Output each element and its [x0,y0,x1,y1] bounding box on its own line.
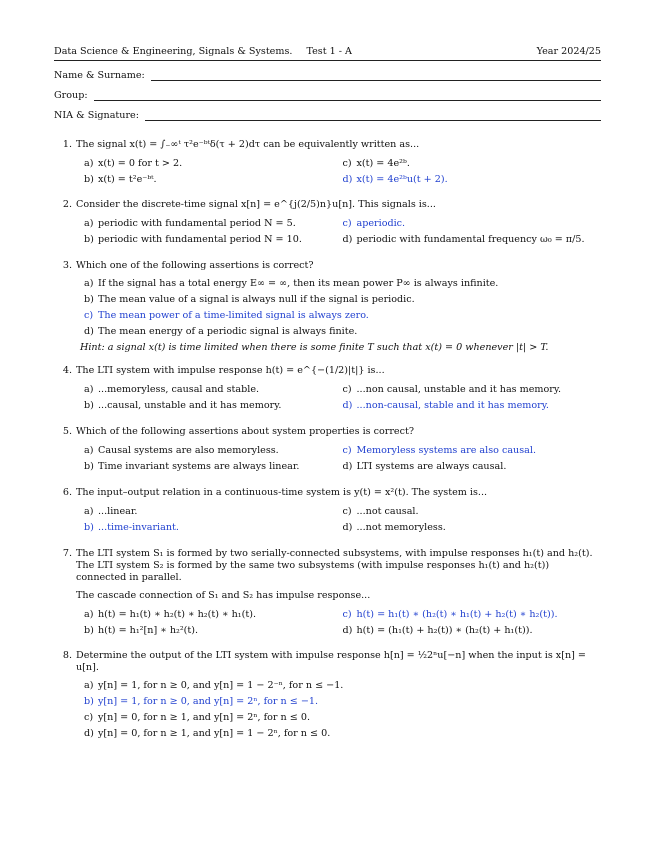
answer-option-b[interactable] [84,625,343,637]
answer-options [76,445,601,473]
option-text: periodic with fundamental period N = 5. [98,218,296,229]
question-body [76,139,601,186]
question-stem: The signal x(t) = ∫₋∞ᵗ τ²e⁻ᵇᵗδ(τ + 2)dτ can be equivalently written as... [76,139,420,150]
option-letter: c) [84,712,94,723]
answer-option-a[interactable] [84,158,343,170]
question-4 [54,365,601,412]
group-field-line[interactable] [94,91,601,101]
option-letter: a) [84,445,94,456]
option-letter: b) [84,461,94,472]
option-text: aperiodic. [356,218,406,229]
question-5 [54,426,601,473]
answer-option-a[interactable] [84,384,343,396]
answer-options [76,158,601,186]
option-letter: d) [84,728,94,739]
question-stem: Consider the discrete-time signal x[n] = e^{j(2/5)n}u[n]. This signals is... [76,199,436,210]
answer-option-d[interactable] [343,174,602,186]
question-stem: The LTI system with impulse response h(t) = e^{−(1/2)|t|} is... [76,365,385,376]
option-letter: a) [84,384,94,395]
answer-option-d[interactable] [343,234,602,246]
answer-options [76,680,601,740]
answer-option-b[interactable] [84,294,601,306]
option-letter: c) [342,445,352,456]
option-letter: d) [342,174,353,185]
option-letter: a) [84,680,94,691]
option-text: h(t) = h₁(t) ∗ h₂(t) ∗ h₂(t) ∗ h₁(t). [98,609,257,620]
option-text: x(t) = 0 for t > 2. [98,158,183,169]
group-field[interactable] [54,90,601,101]
page-header [54,46,601,58]
question-8 [54,650,601,744]
option-letter: c) [84,310,94,321]
year-label: Year 2024/25 [536,46,601,57]
question-6 [54,487,601,534]
question-body [76,548,601,637]
answer-option-a[interactable] [84,278,601,290]
option-text: Causal systems are also memoryless. [98,445,279,456]
option-text: The mean power of a time-limited signal is always zero. [98,310,369,321]
option-text: ...causal, unstable and it has memory. [98,400,282,411]
option-letter: d) [342,461,353,472]
question-body [76,365,601,412]
course-title: Data Science & Engineering, Signals & Systems. [54,46,293,57]
option-text: h(t) = (h₁(t) + h₂(t)) ∗ (h₂(t) + h₁(t)). [356,625,533,636]
option-letter: b) [84,400,94,411]
question-number: 2. [62,199,72,210]
name-field-line[interactable] [151,71,601,81]
answer-options [76,506,601,534]
answer-option-c[interactable] [84,310,601,322]
answer-option-c[interactable] [343,506,602,518]
answer-option-d[interactable] [343,400,602,412]
option-text: x(t) = 4e²ᵇu(t + 2). [356,174,448,185]
question-stem: Which of the following assertions about system properties is correct? [76,426,414,437]
name-field[interactable] [54,70,601,81]
question-body [76,199,601,246]
question-number: 3. [62,260,72,271]
option-text: x(t) = 4e²ᵇ. [356,158,410,169]
student-fields [54,70,601,121]
header-left [54,46,352,58]
option-text: ...memoryless, causal and stable. [98,384,260,395]
question-stem: The input–output relation in a continuous-time system is y(t) = x²(t). The system is... [76,487,488,498]
option-letter: b) [84,522,94,533]
answer-options [76,278,601,338]
option-letter: c) [342,158,352,169]
option-letter: a) [84,278,94,289]
option-text: The mean value of a signal is always null if the signal is periodic. [98,294,415,305]
question-1 [54,139,601,186]
option-letter: b) [84,234,94,245]
answer-options [76,609,601,637]
option-text: The mean energy of a periodic signal is always finite. [98,326,358,337]
option-text: y[n] = 1, for n ≥ 0, and y[n] = 1 − 2⁻ⁿ, for n ≤ −1. [98,680,344,691]
name-field-label: Name & Surname: [54,70,145,81]
option-letter: b) [84,696,94,707]
option-text: periodic with fundamental period N = 10. [98,234,302,245]
option-letter: b) [84,294,94,305]
option-letter: c) [342,218,352,229]
answer-option-c[interactable] [343,609,602,621]
answer-option-a[interactable] [84,218,343,230]
answer-option-d[interactable] [84,728,601,740]
option-letter: a) [84,158,94,169]
question-hint: Hint: a signal x(t) is time limited when there is some finite T such that x(t) = 0 whenever |t| > T. [80,342,549,353]
question-number: 5. [62,426,72,437]
option-text: h(t) = h₁²[n] ∗ h₂²(t). [98,625,199,636]
answer-options [76,218,601,246]
answer-option-b[interactable] [84,461,343,473]
option-text: ...non-causal, stable and it has memory. [356,400,549,411]
answer-option-c[interactable] [343,158,602,170]
option-letter: d) [342,400,353,411]
answer-option-d[interactable] [343,625,602,637]
answer-option-b[interactable] [84,234,343,246]
option-text: y[n] = 0, for n ≥ 1, and y[n] = 2ⁿ, for n ≤ 0. [98,712,311,723]
option-letter: d) [342,522,353,533]
header-rule [54,60,601,61]
answer-option-c[interactable] [343,384,602,396]
answer-options [76,384,601,412]
answer-option-d[interactable] [343,461,602,473]
question-body [76,260,601,354]
answer-option-c[interactable] [84,712,601,724]
option-letter: d) [342,234,353,245]
question-list [54,139,601,744]
question-body [76,487,601,534]
option-text: y[n] = 1, for n ≥ 0, and y[n] = 2ⁿ, for n ≤ −1. [98,696,319,707]
option-text: x(t) = t²e⁻ᵇᵗ. [98,174,157,185]
nia-field-label: NIA & Signature: [54,110,139,121]
question-7 [54,548,601,637]
option-letter: a) [84,506,94,517]
question-stem: Determine the output of the LTI system with impulse response h[n] = ½2ⁿu[−n] when the input is x[n] = u[n]. [76,650,586,673]
option-text: ...non causal, unstable and it has memory. [356,384,562,395]
test-label: Test 1 - A [306,46,352,57]
question-3 [54,260,601,354]
question-2 [54,199,601,246]
option-text: Memoryless systems are also causal. [356,445,536,456]
option-text: ...not causal. [356,506,419,517]
answer-option-c[interactable] [343,218,602,230]
answer-option-b[interactable] [84,174,343,186]
option-letter: a) [84,218,94,229]
question-extra-text: The cascade connection of S₁ and S₂ has impulse response... [76,590,371,601]
question-number: 8. [62,650,72,661]
option-text: ...linear. [98,506,138,517]
question-number: 1. [62,139,72,150]
question-number: 6. [62,487,72,498]
answer-option-d[interactable] [84,326,601,338]
question-body [76,650,601,744]
option-letter: b) [84,174,94,185]
option-letter: d) [84,326,94,337]
question-stem: The LTI system S₁ is formed by two serially-connected subsystems, with impulse responses h₁(t) and h₂(t). The LTI system S₂ is formed by the same two subsystems (with impulse responses h₁(t) and h₂(t)) connected in parallel. [76,548,593,583]
nia-field[interactable] [54,110,601,121]
answer-option-a[interactable] [84,609,343,621]
option-text: LTI systems are always causal. [356,461,507,472]
option-text: h(t) = h₁(t) ∗ (h₂(t) ∗ h₁(t) + h₂(t) ∗ h₂(t)). [356,609,558,620]
answer-option-c[interactable] [343,445,602,457]
option-letter: b) [84,625,94,636]
option-letter: c) [342,609,352,620]
answer-option-b[interactable] [84,522,343,534]
question-stem: Which one of the following assertions is correct? [76,260,314,271]
group-field-label: Group: [54,90,88,101]
option-text: If the signal has a total energy E∞ = ∞, then its mean power P∞ is always infinite. [98,278,499,289]
question-body [76,426,601,473]
option-letter: c) [342,506,352,517]
answer-option-a[interactable] [84,506,343,518]
option-text: y[n] = 0, for n ≥ 1, and y[n] = 1 − 2ⁿ, for n ≤ 0. [98,728,331,739]
option-text: ...not memoryless. [356,522,446,533]
option-letter: c) [342,384,352,395]
answer-option-d[interactable] [343,522,602,534]
question-number: 7. [62,548,72,559]
answer-option-b[interactable] [84,400,343,412]
option-letter: a) [84,609,94,620]
answer-option-a[interactable] [84,445,343,457]
question-number: 4. [62,365,72,376]
answer-option-b[interactable] [84,696,601,708]
answer-option-a[interactable] [84,680,601,692]
nia-field-line[interactable] [145,111,601,121]
option-text: Time invariant systems are always linear. [98,461,300,472]
option-letter: d) [342,625,353,636]
option-text: ...time-invariant. [98,522,179,533]
exam-page [54,46,601,744]
option-text: periodic with fundamental frequency ω₀ = π/5. [356,234,585,245]
